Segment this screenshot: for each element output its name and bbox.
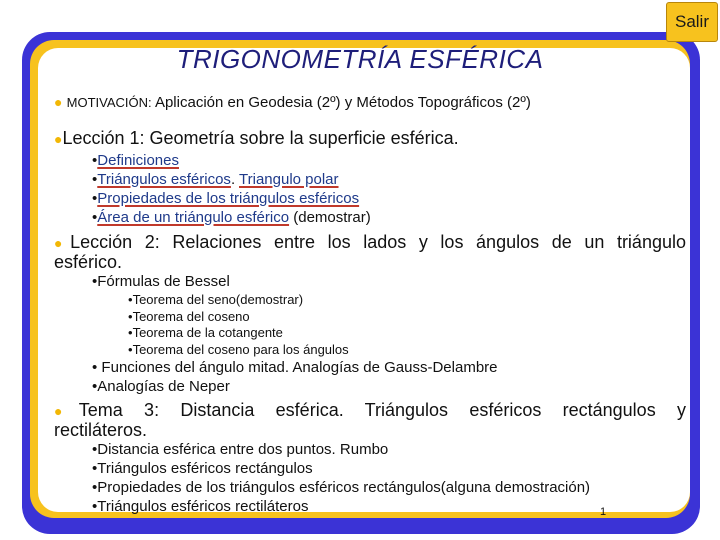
lesson3-heading-text: Tema 3: Distancia esférica. Triángulos esféricos rectángulos y (78, 400, 686, 420)
list-item: •Teorema del coseno (128, 309, 250, 324)
lesson1-heading (54, 128, 459, 149)
link-propiedades[interactable]: Propiedades de los triángulos esféricos (97, 190, 360, 207)
bessel-label: Fórmulas de Bessel (97, 273, 230, 290)
slide-title: TRIGONOMETRÍA ESFÉRICA (176, 44, 544, 74)
motivation-label: MOTIVACIÓN: (66, 95, 152, 110)
bullet-icon: ● (54, 94, 63, 110)
list-item: •Definiciones (92, 152, 179, 169)
list-item: •Analogías de Neper (92, 378, 230, 395)
bullet-icon: ● (54, 131, 63, 147)
list-item: •Distancia esférica entre dos puntos. Rumbo (92, 441, 389, 458)
lesson2-heading-cont: esférico. (54, 252, 123, 272)
bullet-icon: ● (54, 403, 79, 419)
bessel-item: Teorema del coseno para los ángulos (132, 342, 349, 357)
motivation-text: Aplicación en Geodesia (2º) y Métodos Topográficos (2º) (151, 94, 531, 111)
link-definiciones[interactable]: Definiciones (97, 152, 179, 169)
list-item: •Propiedades de los triángulos esféricos rectángulos(alguna demostración) (92, 479, 591, 496)
neper: Analogías de Neper (97, 378, 230, 395)
link-triangulos-esfericos[interactable]: Triángulos esféricos (97, 171, 231, 188)
bessel-item: Teorema del seno(demostrar) (132, 292, 304, 307)
list-item: •Teorema de la cotangente (128, 325, 283, 340)
page-number: 1 (600, 506, 607, 518)
link-triangulo-polar[interactable]: Triangulo polar (239, 171, 339, 188)
separator: . (230, 171, 240, 188)
lesson1-heading-text: Lección 1: Geometría sobre la superficie esférica. (62, 128, 459, 148)
lesson2-heading-text: Lección 2: Relaciones entre los lados y los ángulos de un triángulo (70, 232, 686, 252)
lesson3-heading (54, 400, 686, 421)
bullet-icon: ● (54, 235, 71, 251)
angulo-mitad: Funciones del ángulo mitad. Analogías de Gauss-Delambre (97, 359, 498, 376)
link-area-triangulo[interactable]: Área de un triángulo esférico (97, 209, 290, 226)
list-item: •Teorema del coseno para los ángulos (128, 342, 349, 357)
bessel-item: Teorema de la cotangente (132, 325, 283, 340)
list-item: •Área de un triángulo esférico (demostrar) (92, 209, 371, 226)
bessel-item: Teorema del coseno (132, 309, 250, 324)
exit-button[interactable]: Salir (666, 2, 718, 42)
motivation-line (54, 94, 531, 111)
area-note: (demostrar) (289, 209, 371, 226)
lesson3-item: Propiedades de los triángulos esféricos rectángulos(alguna demostración) (97, 479, 591, 496)
list-item: •Triángulos esféricos. Triangulo polar (92, 171, 339, 188)
list-item: • Funciones del ángulo mitad. Analogías de Gauss-Delambre (92, 359, 498, 376)
list-item: •Triángulos esféricos rectángulos (92, 460, 313, 477)
lesson3-heading-cont: rectiláteros. (54, 420, 148, 440)
list-item: •Fórmulas de Bessel (92, 273, 230, 290)
lesson3-item: Triángulos esféricos rectiláteros (97, 498, 309, 515)
lesson3-item: Distancia esférica entre dos puntos. Rumbo (97, 441, 389, 458)
lesson2-heading (54, 232, 686, 253)
list-item: •Triángulos esféricos rectiláteros (92, 498, 309, 515)
lesson3-item: Triángulos esféricos rectángulos (97, 460, 313, 477)
list-item: •Propiedades de los triángulos esféricos (92, 190, 360, 207)
list-item: •Teorema del seno(demostrar) (128, 292, 304, 307)
